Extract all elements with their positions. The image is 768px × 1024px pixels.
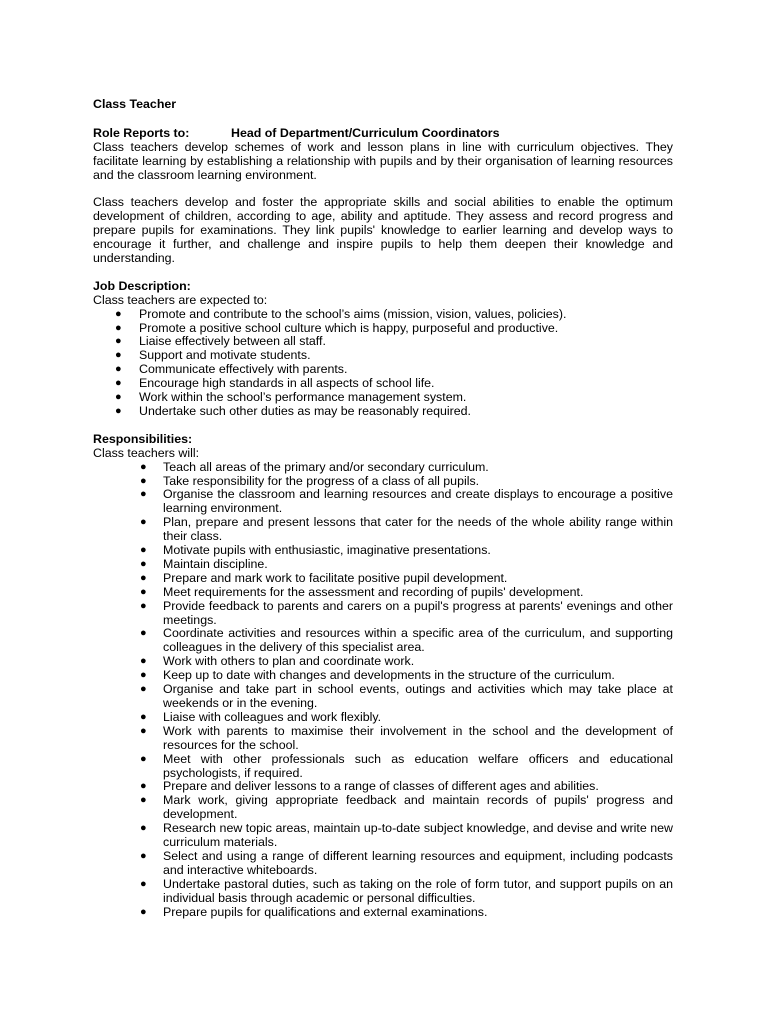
list-item [93, 558, 673, 572]
list-item [93, 475, 673, 489]
bullet-icon: ● [140, 544, 147, 557]
bullet-icon: ● [140, 571, 147, 584]
bullet-icon: ● [140, 724, 147, 737]
list-item-text: Prepare and mark work to facilitate positive pupil development. [163, 570, 508, 585]
list-item [93, 405, 673, 419]
responsibilities-heading: Responsibilities: [93, 431, 193, 446]
job-description-heading: Job Description: [93, 278, 191, 293]
list-item [93, 544, 673, 558]
intro-paragraph: Class teachers develop schemes of work and lesson plans in line with curriculum objectives. They facilitate learning by establishing a relationship with pupils and by their organisation of learning resources and the classroom learning environment. [93, 139, 673, 182]
bullet-icon: ● [140, 627, 147, 640]
list-item [93, 725, 673, 753]
list-item-text: Liaise effectively between all staff. [139, 334, 326, 349]
list-item-text: Promote and contribute to the school’s aims (mission, vision, values, policies). [139, 306, 567, 321]
list-item-text: Support and motivate students. [139, 348, 311, 363]
list-item-text: Organise the classroom and learning resources and create displays to encourage a positive learning environment. [163, 487, 673, 516]
list-item-text: Work with parents to maximise their involvement in the school and the development of resources for the school. [163, 723, 673, 752]
list-item-text: Plan, prepare and present lessons that cater for the needs of the whole ability range within their class. [163, 515, 673, 544]
bullet-icon: ● [115, 321, 122, 334]
list-item-text: Keep up to date with changes and developments in the structure of the curriculum. [163, 668, 615, 683]
list-item-text: Research new topic areas, maintain up-to-date subject knowledge, and devise and write new curriculum materials. [163, 821, 673, 850]
bullet-icon: ● [140, 488, 147, 501]
list-item-text: Liaise with colleagues and work flexibly. [163, 709, 382, 724]
document-body [93, 98, 673, 920]
bullet-icon: ● [140, 655, 147, 668]
list-item [93, 349, 673, 363]
list-item-text: Promote a positive school culture which is happy, purposeful and productive. [139, 320, 559, 335]
bullet-icon: ● [140, 849, 147, 862]
reports-to-row [93, 127, 673, 141]
bullet-icon: ● [140, 877, 147, 890]
bullet-icon: ● [115, 349, 122, 362]
list-item [93, 572, 673, 586]
bullet-icon: ● [115, 391, 122, 404]
bullet-icon: ● [140, 752, 147, 765]
bullet-icon: ● [140, 822, 147, 835]
list-item [93, 878, 673, 906]
list-item [93, 627, 673, 655]
job-description-lead: Class teachers are expected to: [93, 292, 268, 307]
bullet-icon: ● [115, 335, 122, 348]
list-item [93, 794, 673, 822]
intro-paragraph: Class teachers develop and foster the appropriate skills and social abilities to enable the optimum development of children, according to age, ability and aptitude. They assess and record progress and prepare pupils for examinations. They link pupils' knowledge to earlier learning and develop ways to encourage it further, and challenge and inspire pupils to help them deepen their knowledge and understanding. [93, 195, 673, 266]
reports-to-value: Head of Department/Curriculum Coordinators [231, 125, 500, 140]
paragraph-gap [93, 266, 673, 280]
bullet-icon: ● [140, 683, 147, 696]
list-item [93, 335, 673, 349]
list-item [93, 600, 673, 628]
bullet-icon: ● [140, 516, 147, 529]
list-item [93, 753, 673, 781]
list-item-text: Work within the school’s performance management system. [139, 390, 467, 405]
list-item [93, 906, 673, 920]
list-item-text: Undertake pastoral duties, such as taking on the role of form tutor, and support pupils on an individual basis through academic or personal difficulties. [163, 876, 673, 905]
list-item [93, 377, 673, 391]
list-item-text: Communicate effectively with parents. [139, 362, 348, 377]
list-item-text: Meet requirements for the assessment and recording of pupils' development. [163, 584, 584, 599]
list-item-text: Take responsibility for the progress of a class of all pupils. [163, 473, 480, 488]
list-item-text: Encourage high standards in all aspects of school life. [139, 376, 435, 391]
paragraph-gap [93, 183, 673, 197]
list-item [93, 363, 673, 377]
bullet-icon: ● [140, 599, 147, 612]
list-item-text: Select and using a range of different learning resources and equipment, including podcasts and interactive whiteboards. [163, 848, 673, 877]
bullet-icon: ● [140, 710, 147, 723]
list-item-text: Teach all areas of the primary and/or secondary curriculum. [163, 459, 489, 474]
list-item [93, 683, 673, 711]
list-item-text: Organise and take part in school events, outings and activities which may take place at weekends or in the evening. [163, 682, 673, 711]
bullet-icon: ● [140, 460, 147, 473]
list-item [93, 711, 673, 725]
bullet-icon: ● [140, 474, 147, 487]
bullet-icon: ● [140, 557, 147, 570]
list-item [93, 780, 673, 794]
list-item-text: Coordinate activities and resources within a specific area of the curriculum, and supporting colleagues in the delivery of this specialist area. [163, 626, 673, 655]
document-title: Class Teacher [93, 97, 177, 111]
list-item-text: Maintain discipline. [163, 556, 268, 571]
list-item [93, 391, 673, 405]
bullet-icon: ● [115, 363, 122, 376]
paragraph-gap [93, 419, 673, 433]
responsibilities-lead: Class teachers will: [93, 445, 200, 460]
bullet-icon: ● [115, 307, 122, 320]
list-item-text: Undertake such other duties as may be reasonably required. [139, 404, 471, 418]
list-item [93, 308, 673, 322]
job-description-list [93, 308, 673, 419]
bullet-icon: ● [140, 669, 147, 682]
list-item-text: Meet with other professionals such as education welfare officers and educational psychologists, if required. [163, 751, 673, 780]
responsibilities-list [93, 461, 673, 920]
list-item [93, 322, 673, 336]
list-item-text: Motivate pupils with enthusiastic, imaginative presentations. [163, 543, 491, 558]
bullet-icon: ● [140, 780, 147, 793]
list-item-text: Mark work, giving appropriate feedback and maintain records of pupils' progress and development. [163, 793, 673, 822]
list-item-text: Provide feedback to parents and carers on a pupil's progress at parents' evenings and other meetings. [163, 598, 673, 627]
list-item [93, 655, 673, 669]
list-item [93, 822, 673, 850]
list-item-text: Prepare and deliver lessons to a range of classes of different ages and abilities. [163, 779, 599, 794]
list-item [93, 461, 673, 475]
list-item-text: Work with others to plan and coordinate work. [163, 654, 415, 669]
bullet-icon: ● [140, 794, 147, 807]
list-item [93, 669, 673, 683]
list-item [93, 586, 673, 600]
list-item [93, 488, 673, 516]
bullet-icon: ● [140, 585, 147, 598]
bullet-icon: ● [115, 377, 122, 390]
bullet-icon: ● [140, 905, 147, 918]
list-item-text: Prepare pupils for qualifications and external examinations. [163, 904, 488, 919]
reports-to-label: Role Reports to: [93, 125, 190, 140]
list-item [93, 516, 673, 544]
bullet-icon: ● [115, 405, 122, 417]
list-item [93, 850, 673, 878]
